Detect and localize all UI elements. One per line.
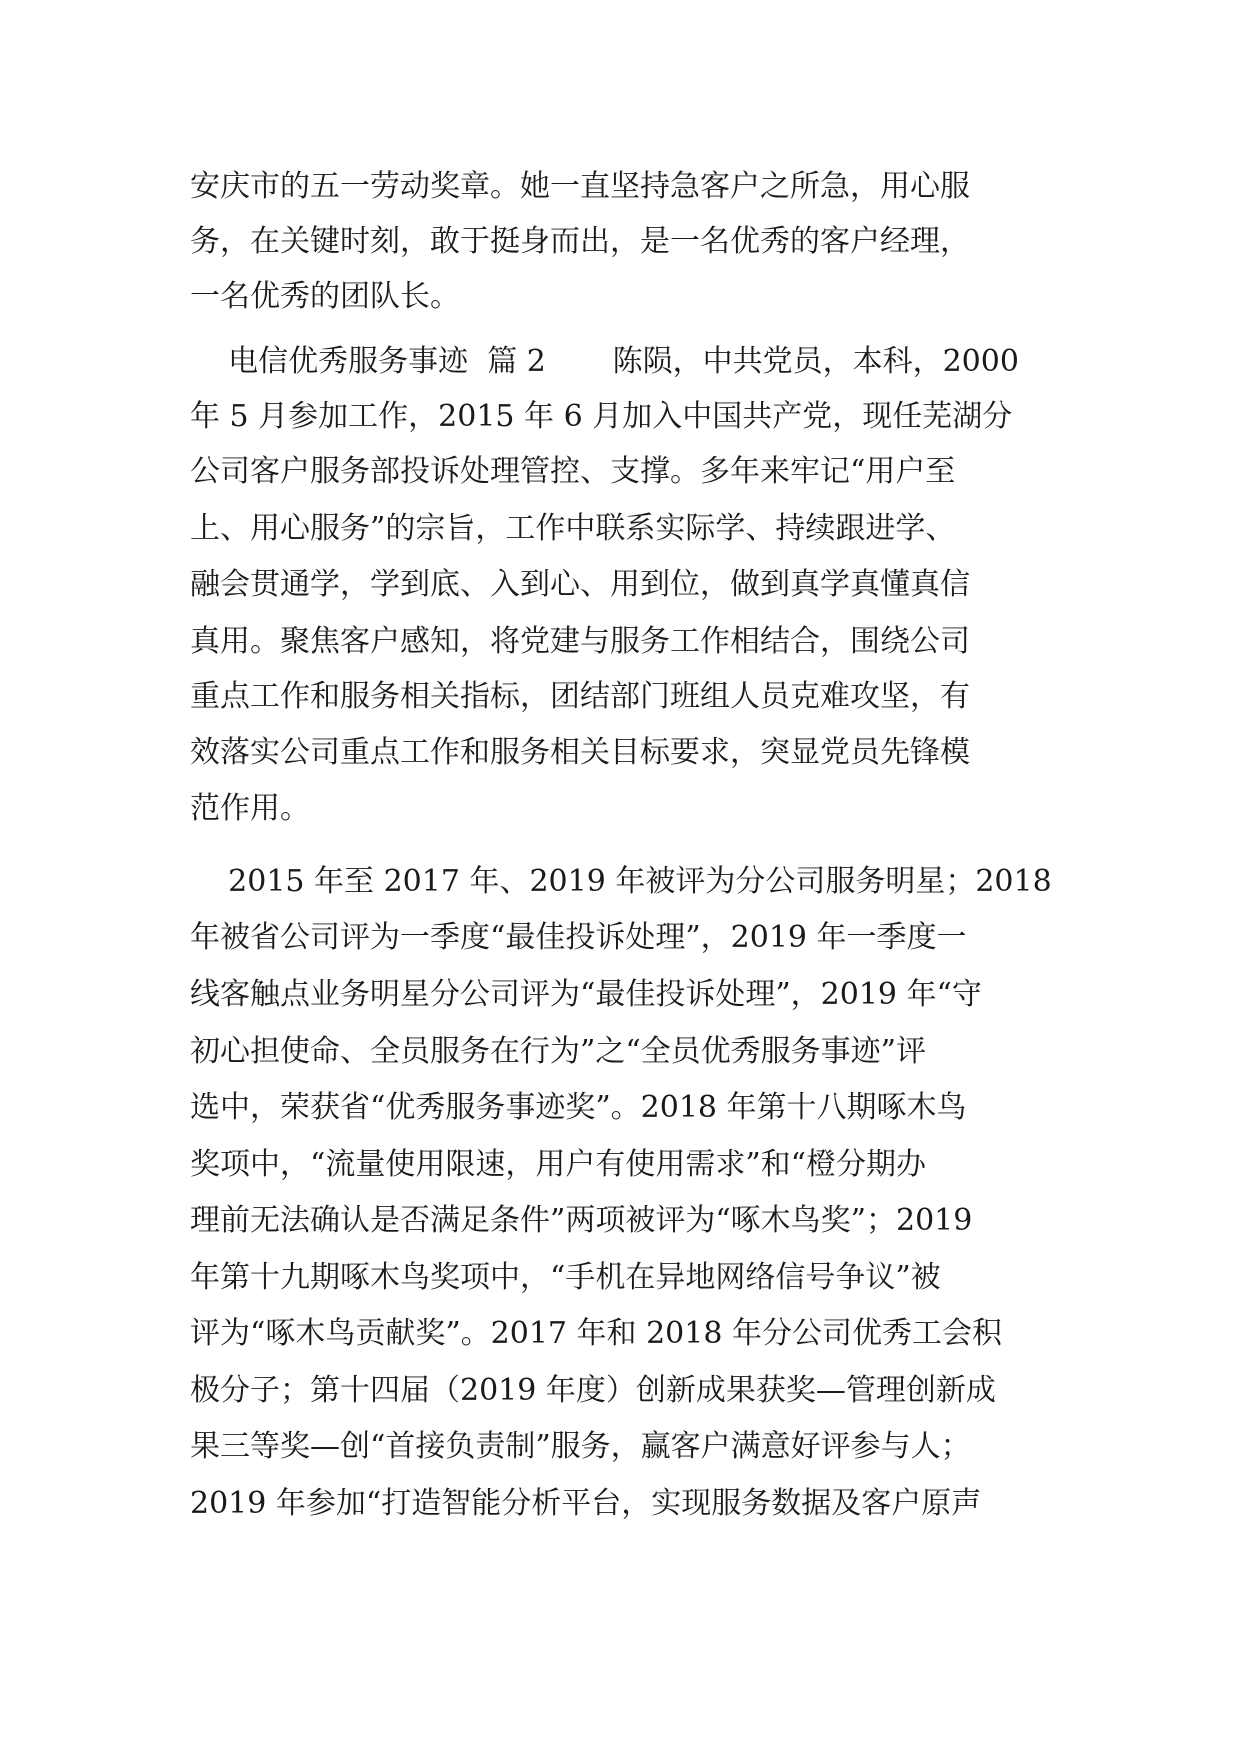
text-line: 一名优秀的团队长。 [190, 279, 460, 314]
text-line: 奖项中，“流量使用限速，用户有使用需求”和“橙分期办 [190, 1147, 927, 1182]
text-line: 融会贯通学，学到底、入到心、用到位，做到真学真懂真信 [190, 567, 970, 602]
section-heading-line: 电信优秀服务事迹 篇 2 陈陨，中共党员，本科，2000 [190, 344, 1019, 379]
text-line: 果三等奖—创“首接负责制”服务，赢客户满意好评参与人； [190, 1429, 971, 1464]
text-line: 安庆市的五一劳动奖章。她一直坚持急客户之所急，用心服 [190, 169, 970, 204]
text-line: 效落实公司重点工作和服务相关目标要求，突显党员先锋模 [190, 735, 970, 770]
text-line: 上、用心服务”的宗旨，工作中联系实际学、持续跟进学、 [190, 511, 956, 546]
text-line: 重点工作和服务相关指标，团结部门班组人员克难攻坚，有 [190, 679, 970, 714]
text-line: 公司客户服务部投诉处理管控、支撑。多年来牢记“用户至 [190, 454, 956, 489]
text-line: 极分子；第十四届（2019 年度）创新成果获奖—管理创新成 [190, 1373, 996, 1408]
text-line: 选中，荣获省“优秀服务事迹奖”。2018 年第十八期啄木鸟 [190, 1090, 967, 1125]
text-line: 真用。聚焦客户感知，将党建与服务工作相结合，围绕公司 [190, 624, 970, 659]
text-line: 务，在关键时刻，敢于挺身而出，是一名优秀的客户经理， [190, 224, 970, 259]
text-line: 年 5 月参加工作，2015 年 6 月加入中国共产党，现任芜湖分 [190, 399, 1013, 434]
text-line: 初心担使命、全员服务在行为”之“全员优秀服务事迹”评 [190, 1034, 927, 1069]
text-line: 年第十九期啄木鸟奖项中，“手机在异地网络信号争议”被 [190, 1260, 941, 1295]
text-line: 2019 年参加“打造智能分析平台，实现服务数据及客户原声 [190, 1486, 982, 1521]
text-line: 2015 年至 2017 年、2019 年被评为分公司服务明星；2018 [190, 864, 1052, 899]
text-line: 范作用。 [190, 791, 310, 826]
text-line: 理前无法确认是否满足条件”两项被评为“啄木鸟奖”；2019 [190, 1203, 973, 1238]
text-line: 线客触点业务明星分公司评为“最佳投诉处理”，2019 年“守 [190, 977, 982, 1012]
text-line: 年被省公司评为一季度“最佳投诉处理”，2019 年一季度一 [190, 920, 967, 955]
text-line: 评为“啄木鸟贡献奖”。2017 年和 2018 年分公司优秀工会积 [190, 1316, 1002, 1351]
